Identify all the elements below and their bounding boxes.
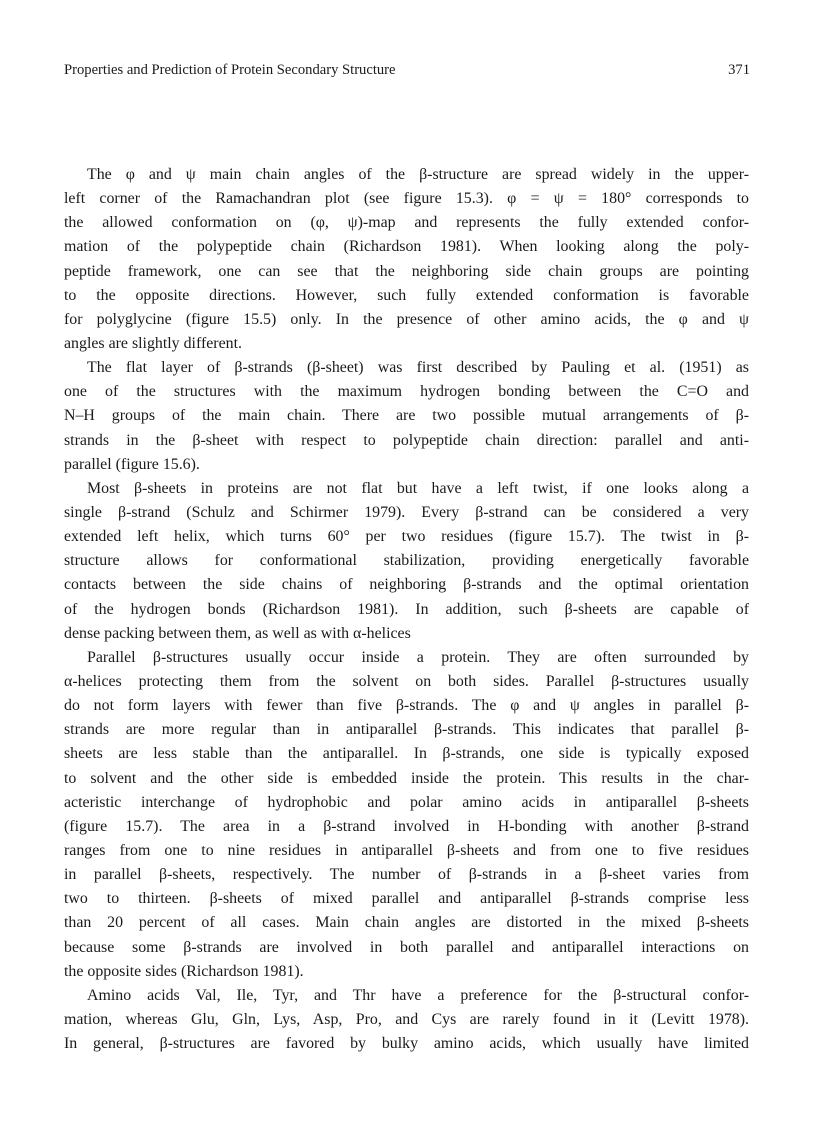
text-line: the opposite sides (Richardson 1981). [64,962,304,980]
text-line: The flat layer of β-strands (β-sheet) was first described by Pauling et al. (1951) as [87,359,749,377]
text-line: to solvent and the other side is embedded inside the protein. This results in the char- [64,769,749,787]
text-line: peptide framework, one can see that the neighboring side chain groups are pointing [64,262,749,280]
text-line: (figure 15.7). The area in a β-strand involved in H-bonding with another β-strand [64,817,749,835]
paragraph-phi-psi-angles [64,163,749,356]
text-line: Amino acids Val, Ile, Tyr, and Thr have a preference for the β-structural confor- [87,986,749,1004]
text-line: of the hydrogen bonds (Richardson 1981). In addition, such β-sheets are capable of [64,600,749,618]
text-line: left corner of the Ramachandran plot (see figure 15.3). φ = ψ = 180° corresponds to [64,190,749,208]
text-line: dense packing between them, as well as with α-helices [64,624,411,642]
text-line: mation of the polypeptide chain (Richardson 1981). When looking along the poly- [64,238,749,256]
paragraph-amino-acid-preference [64,984,749,1056]
text-line: do not form layers with fewer than five β-strands. The φ and ψ angles in parallel β- [64,697,749,715]
text-line: Parallel β-structures usually occur inside a protein. They are often surrounded by [87,648,749,666]
text-line: In general, β-structures are favored by bulky amino acids, which usually have limited [64,1035,749,1053]
text-line: the allowed conformation on (φ, ψ)-map and represents the fully extended confor- [64,214,749,232]
text-line: two to thirteen. β-sheets of mixed parallel and antiparallel β-strands comprise less [64,890,749,908]
text-line: acteristic interchange of hydrophobic and polar amino acids in antiparallel β-sheets [64,793,749,811]
text-line: contacts between the side chains of neighboring β-strands and the optimal orientation [64,576,749,594]
text-line: strands in the β-sheet with respect to polypeptide chain direction: parallel and anti- [64,431,749,449]
text-line: N–H groups of the main chain. There are two possible mutual arrangements of β- [64,407,749,425]
paragraph-parallel-structures [64,646,749,984]
text-line: The φ and ψ main chain angles of the β-structure are spread widely in the upper- [87,166,749,183]
text-line: angles are slightly different. [64,334,242,352]
paragraph-flat-layer [64,356,749,477]
text-line: mation, whereas Glu, Gln, Lys, Asp, Pro, and Cys are rarely found in it (Levitt 1978). [64,1010,749,1028]
text-line: than 20 percent of all cases. Main chain angles are distorted in the mixed β-sheets [64,914,749,932]
text-line: for polyglycine (figure 15.5) only. In the presence of other amino acids, the φ and ψ [64,310,749,328]
text-line: ranges from one to nine residues in antiparallel β-sheets and from one to five residues [64,841,749,859]
running-title: Properties and Prediction of Protein Secondary Structure [64,62,396,78]
text-line: parallel (figure 15.6). [64,455,200,473]
text-line: because some β-strands are involved in both parallel and antiparallel interactions on [64,938,749,956]
text-line: extended left helix, which turns 60° per two residues (figure 15.7). The twist in β- [64,528,749,546]
text-line: sheets are less stable than the antiparallel. In β-strands, one side is typically exposed [64,745,749,763]
text-line: single β-strand (Schulz and Schirmer 1979). Every β-strand can be considered a very [64,503,749,521]
text-line: in parallel β-sheets, respectively. The number of β-strands in a β-sheet varies from [64,866,749,884]
page-number: 371 [728,62,750,78]
text-line: to the opposite directions. However, such fully extended conformation is favorable [64,286,749,304]
text-line: Most β-sheets in proteins are not flat but have a left twist, if one looks along a [87,479,749,497]
paragraph-left-twist [64,477,749,646]
text-line: strands are more regular than in antiparallel β-strands. This indicates that parallel β- [64,721,749,739]
body-text [64,163,749,1056]
text-line: α-helices protecting them from the solvent on both sides. Parallel β-structures usually [64,672,749,690]
text-line: structure allows for conformational stabilization, providing energetically favorable [64,552,749,570]
running-header [64,60,750,80]
text-line: one of the structures with the maximum hydrogen bonding between the C=O and [64,383,749,401]
